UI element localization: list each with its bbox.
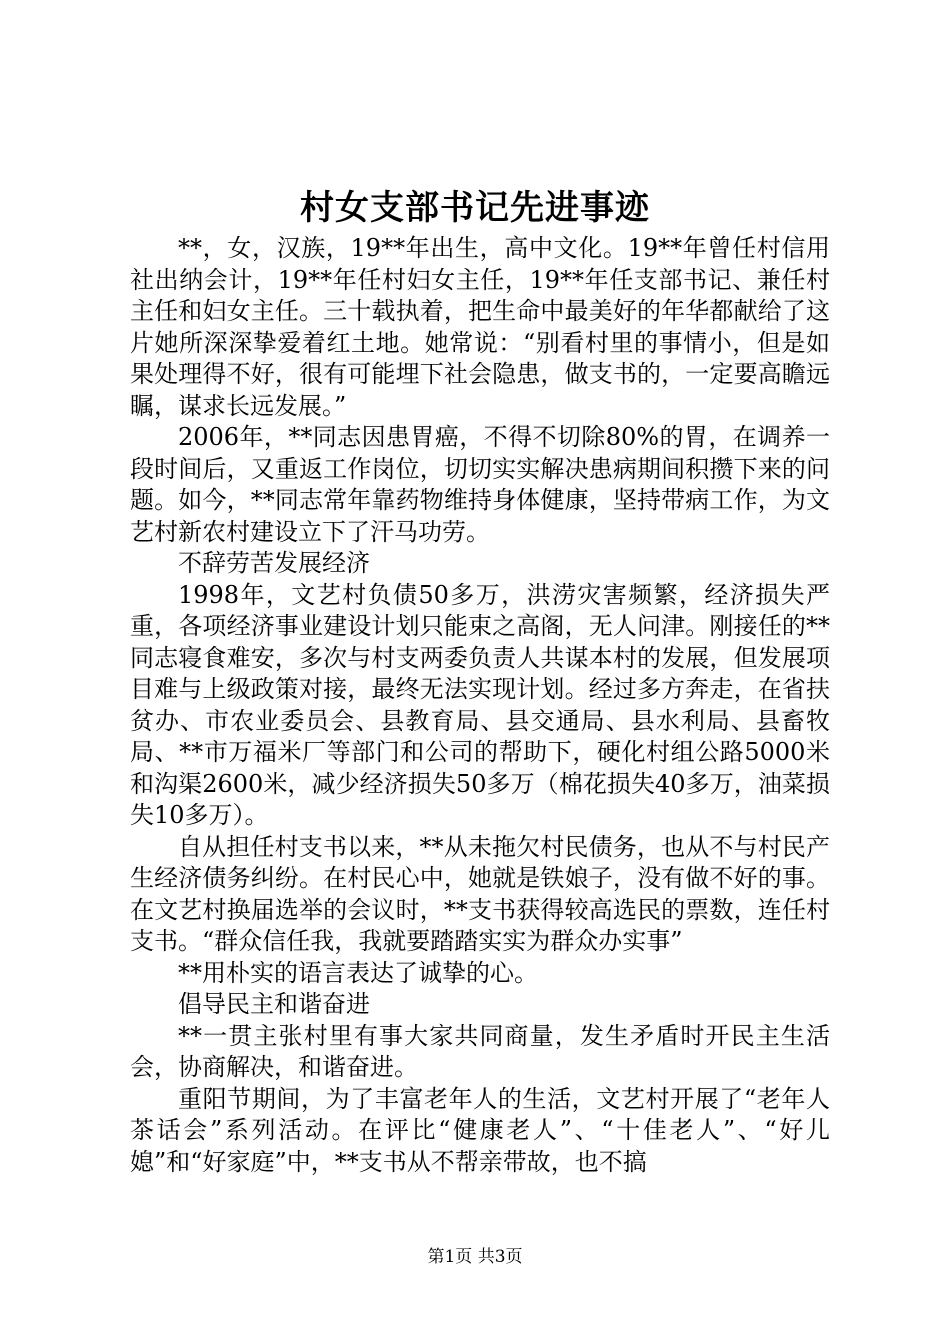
section-heading-economy: 不辞劳苦发展经济 (178, 549, 370, 577)
paragraph-trust: 自从担任村支书以来，**从未拖欠村民债务，也从不与村民产生经济债务纠纷。在村民心中，她就是铁娘子，没有做不好的事。在文艺村换届选举的会议时，**支书获得较高选民的票数，连任村支书。“群众信任我，我就要踏踏实实为群众办实事” (130, 832, 830, 955)
document-body (130, 233, 830, 1178)
document-title: 村女支部书记先进事迹 (300, 188, 650, 228)
paragraph-elderly: 重阳节期间，为了丰富老年人的生活，文艺村开展了“老年人茶话会”系列活动。在评比“健康老人”、“十佳老人”、“好儿媳”和“好家庭”中，**支书从不帮亲带故，也不搞 (130, 1084, 830, 1176)
page-number: 第1页 共3页 (427, 1247, 523, 1267)
section-heading-democracy: 倡导民主和谐奋进 (178, 990, 370, 1018)
paragraph-sincere: **用朴实的语言表达了诚挚的心。 (178, 958, 538, 987)
paragraph-illness: 2006年，**同志因患胃癌，不得不切除80%的胃，在调养一段时间后，又重返工作岗位，切切实实解决患病期间积攒下来的问题。如今，**同志常年靠药物维持身体健康，坚持带病工作，为文艺村新农村建设立下了汗马功劳。 (130, 423, 830, 546)
paragraph-democracy: **一贯主张村里有事大家共同商量，发生矛盾时开民主生活会，协商解决，和谐奋进。 (130, 1021, 830, 1081)
paragraph-profile: **，女，汉族，19**年出生，高中文化。19**年曾任村信用社出纳会计，19**年任村妇女主任，19**年任支部书记、兼任村主任和妇女主任。三十载执着，把生命中最美好的年华都献给了这片她所深深挚爱着红土地。她常说：“别看村里的事情小，但是如果处理得不好，很有可能埋下社会隐患，做支书的，一定要高瞻远瞩，谋求长远发展。” (130, 234, 830, 420)
paragraph-economy: 1998年，文艺村负债50多万，洪涝灾害频繁，经济损失严重，各项经济事业建设计划只能束之高阁，无人问津。刚接任的**同志寝食难安，多次与村支两委负责人共谋本村的发展，但发展项目难与上级政策对接，最终无法实现计划。经过多方奔走，在省扶贫办、市农业委员会、县教育局、县交通局、县水利局、县畜牧局、**市万福米厂等部门和公司的帮助下，硬化村组公路5000米和沟渠2600米，减少经济损失50多万（棉花损失40多万，油菜损失10多万）。 (130, 580, 830, 829)
